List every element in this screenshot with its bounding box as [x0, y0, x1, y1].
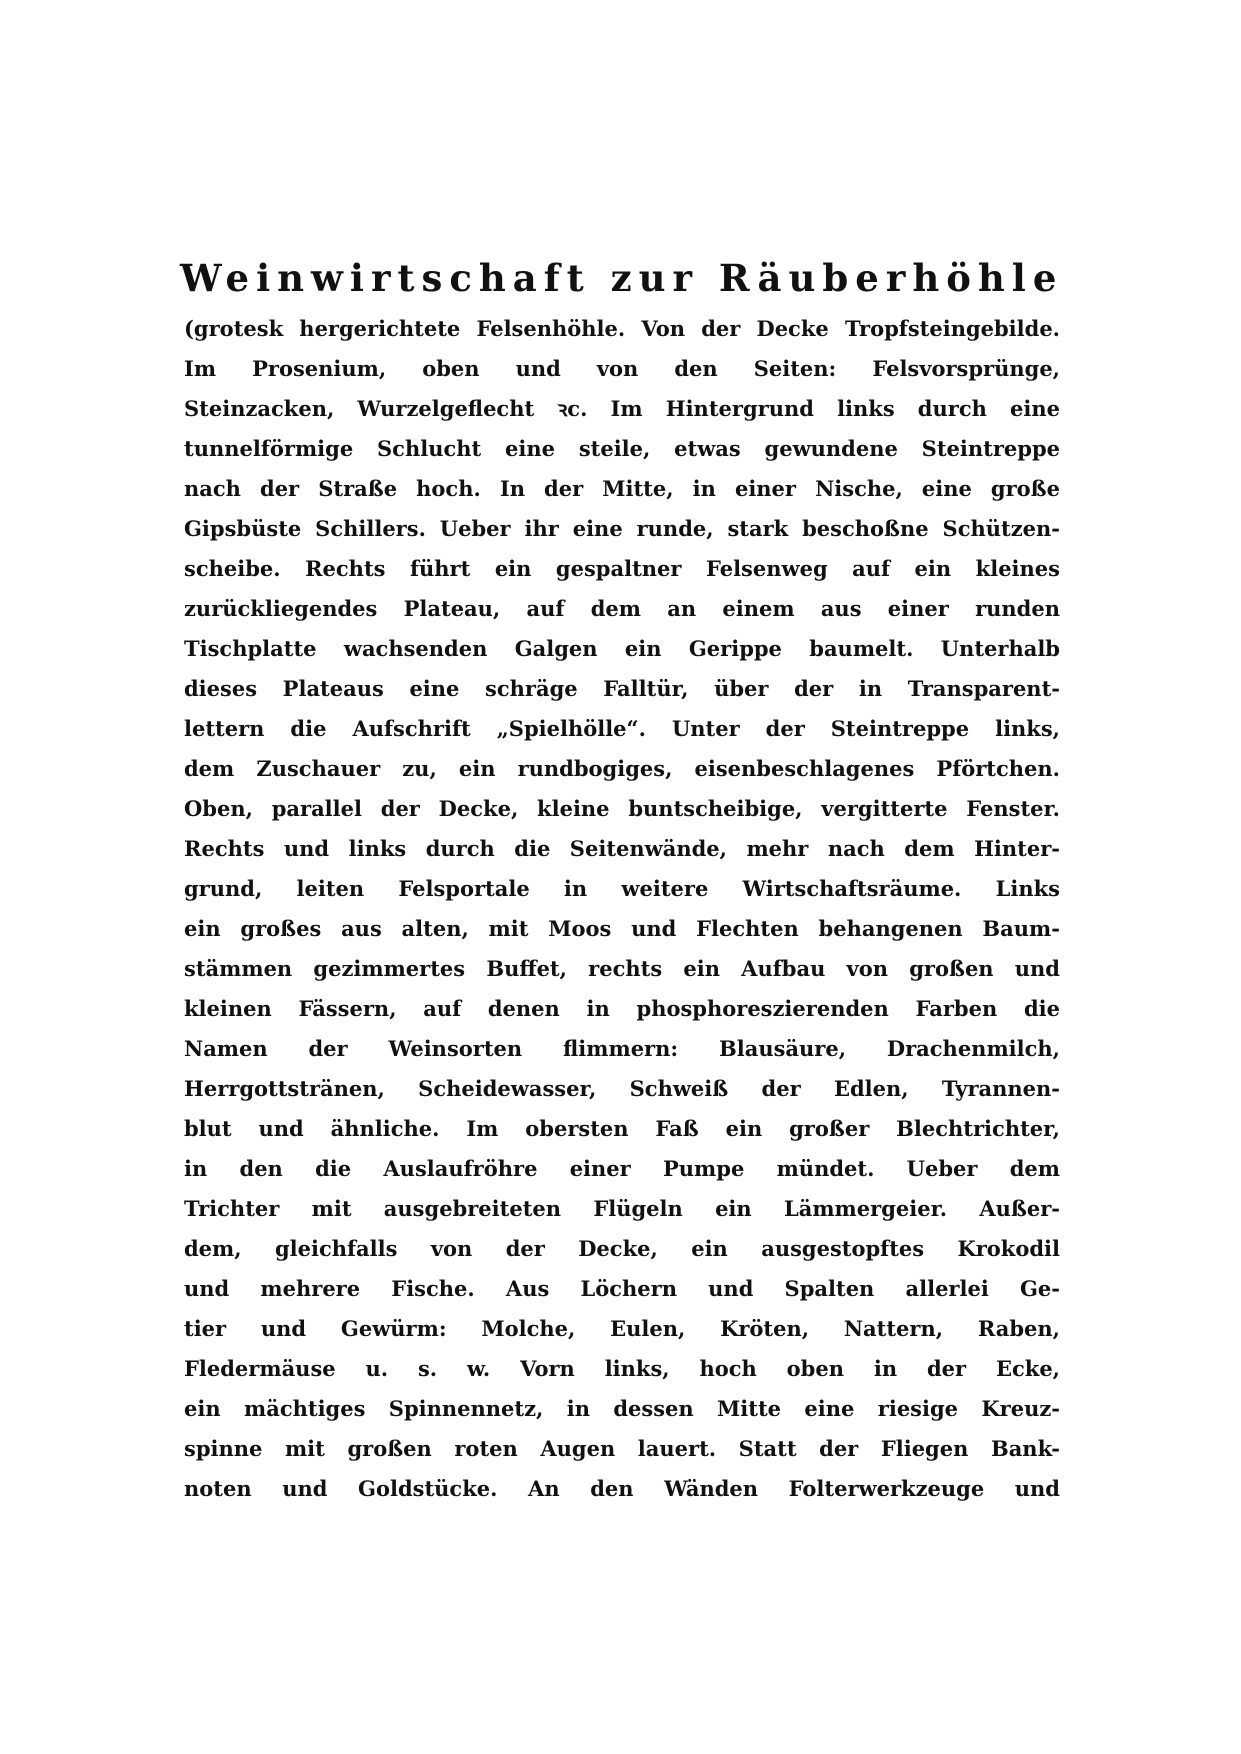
- text-line-9: Tischplatte wachsenden Galgen ein Gerippe baumelt. Unterhalb: [184, 636, 1060, 661]
- text-line-27: Fledermäuse u. s. w. Vorn links, hoch oben in der Ecke,: [184, 1356, 1060, 1381]
- text-line-3: Steinzacken, Wurzelgeflecht ꝛc. Im Hintergrund links durch eine: [184, 396, 1060, 421]
- text-line-21: blut und ähnliche. Im obersten Faß ein großer Blechtrichter,: [184, 1116, 1060, 1141]
- text-line-25: und mehrere Fische. Aus Löchern und Spalten allerlei Ge-: [184, 1276, 1060, 1301]
- page-heading: Weinwirtschaft zur Räuberhöhle: [180, 256, 1064, 300]
- text-line-14: Rechts und links durch die Seitenwände, mehr nach dem Hinter-: [184, 836, 1060, 861]
- body-text: [184, 309, 1060, 1509]
- text-line-8: zurückliegendes Plateau, auf dem an einem aus einer runden: [184, 596, 1060, 621]
- text-line-22: in den die Auslaufröhre einer Pumpe mündet. Ueber dem: [184, 1156, 1060, 1181]
- text-line-20: Herrgottstränen, Scheidewasser, Schweiß der Edlen, Tyrannen-: [184, 1076, 1060, 1101]
- text-line-30: noten und Goldstücke. An den Wänden Folterwerkzeuge und: [184, 1476, 1060, 1501]
- text-line-18: kleinen Fässern, auf denen in phosphoreszierenden Farben die: [184, 996, 1060, 1021]
- text-line-19: Namen der Weinsorten flimmern: Blausäure, Drachenmilch,: [184, 1036, 1060, 1061]
- text-line-5: nach der Straße hoch. In der Mitte, in einer Nische, eine große: [184, 476, 1060, 501]
- text-line-1: (grotesk hergerichtete Felsenhöhle. Von der Decke Tropfsteingebilde.: [184, 316, 1060, 341]
- text-line-24: dem, gleichfalls von der Decke, ein ausgestopftes Krokodil: [184, 1236, 1060, 1261]
- text-line-4: tunnelförmige Schlucht eine steile, etwas gewundene Steintreppe: [184, 436, 1060, 461]
- text-line-28: ein mächtiges Spinnennetz, in dessen Mitte eine riesige Kreuz-: [184, 1396, 1060, 1421]
- text-line-15: grund, leiten Felsportale in weitere Wirtschaftsräume. Links: [184, 876, 1060, 901]
- text-line-13: Oben, parallel der Decke, kleine buntscheibige, vergitterte Fenster.: [184, 796, 1060, 821]
- text-line-7: scheibe. Rechts führt ein gespaltner Felsenweg auf ein kleines: [184, 556, 1060, 581]
- text-line-6: Gipsbüste Schillers. Ueber ihr eine runde, stark beschoßne Schützen-: [184, 516, 1060, 541]
- text-line-2: Im Prosenium, oben und von den Seiten: Felsvorsprünge,: [184, 356, 1060, 381]
- text-line-29: spinne mit großen roten Augen lauert. Statt der Fliegen Bank-: [184, 1436, 1060, 1461]
- text-line-23: Trichter mit ausgebreiteten Flügeln ein Lämmergeier. Außer-: [184, 1196, 1060, 1221]
- text-line-12: dem Zuschauer zu, ein rundbogiges, eisenbeschlagenes Pförtchen.: [184, 756, 1060, 781]
- text-line-10: dieses Plateaus eine schräge Falltür, über der in Transparent-: [184, 676, 1060, 701]
- text-line-16: ein großes aus alten, mit Moos und Flechten behangenen Baum-: [184, 916, 1060, 941]
- text-line-26: tier und Gewürm: Molche, Eulen, Kröten, Nattern, Raben,: [184, 1316, 1060, 1341]
- text-line-11: lettern die Aufschrift „Spielhölle“. Unter der Steintreppe links,: [184, 716, 1060, 741]
- text-line-17: stämmen gezimmertes Buffet, rechts ein Aufbau von großen und: [184, 956, 1060, 981]
